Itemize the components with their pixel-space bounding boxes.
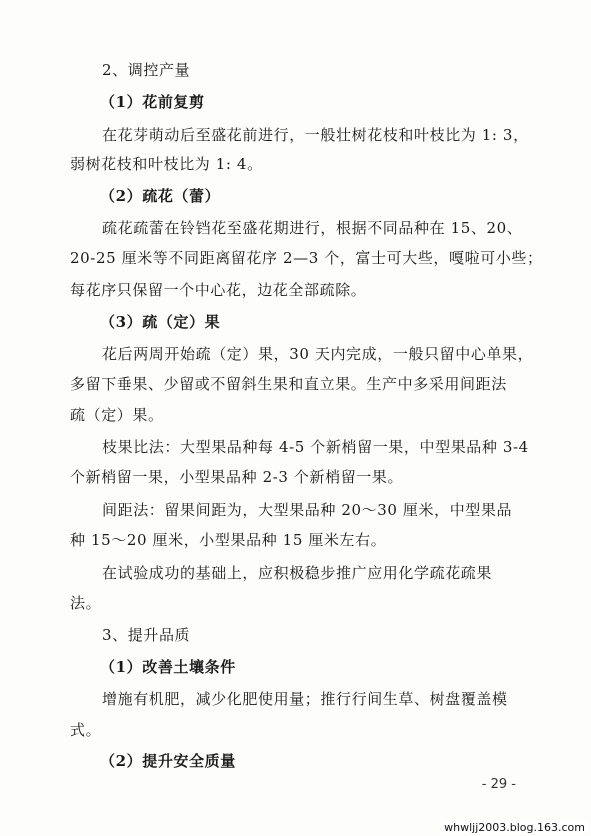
subheading: （2）提升安全质量 (100, 752, 236, 770)
paragraph-line: 弱树花枝和叶枝比为 1: 4。 (70, 155, 263, 173)
paragraph-line: 花后两周开始疏（定）果，30 天内完成，一般只留中心单果， (102, 345, 534, 363)
paragraph-line: 法。 (70, 594, 102, 612)
paragraph-line: 增施有机肥，减少化肥使用量；推行行间生草、树盘覆盖模 (102, 690, 508, 708)
paragraph-line: 多留下垂果、少留或不留斜生果和直立果。生产中多采用间距法 (70, 375, 507, 393)
section-heading: 2、调控产量 (102, 61, 191, 79)
paragraph-line: 疏（定）果。 (70, 406, 164, 424)
paragraph-line: 枝果比法：大型果品种每 4-5 个新梢留一果，中型果品种 3-4 (102, 438, 529, 456)
page-number: - 29 - (481, 777, 516, 792)
paragraph-line: 每花序只保留一个中心花，边花全部疏除。 (70, 281, 367, 299)
subheading: （1）改善土壤条件 (100, 658, 236, 676)
paragraph-line: 20-25 厘米等不同距离留花序 2—3 个，富士可大些，嘎啦可小些； (70, 249, 543, 267)
paragraph-line: 疏花疏蕾在铃铛花至盛花期进行，根据不同品种在 15、20、 (102, 219, 523, 237)
paragraph-line: 个新梢留一果，小型果品种 2-3 个新梢留一果。 (70, 468, 404, 486)
paragraph-line: 在花芽萌动后至盛花前进行，一般壮树花枝和叶枝比为 1: 3， (102, 126, 529, 144)
paragraph-line: 在试验成功的基础上，应积极稳步推广应用化学疏花疏果 (102, 564, 493, 582)
subheading: （3）疏（定）果 (100, 313, 221, 331)
subheading: （1）花前复剪 (100, 93, 205, 111)
subheading: （2）疏花（蕾） (100, 187, 221, 205)
section-heading: 3、提升品质 (102, 626, 191, 644)
paragraph-line: 式。 (70, 721, 102, 739)
paragraph-line: 间距法：留果间距为，大型果品种 20～30 厘米，中型果品 (102, 501, 513, 519)
watermark-url: whwljj2003.blog.163.com (444, 821, 585, 834)
paragraph-line: 种 15～20 厘米，小型果品种 15 厘米左右。 (70, 531, 387, 549)
